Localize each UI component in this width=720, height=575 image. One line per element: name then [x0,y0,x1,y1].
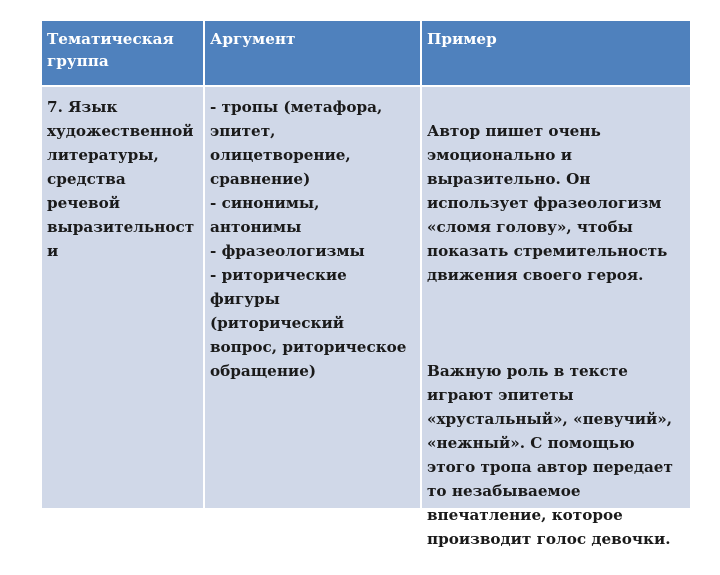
cell-example [422,87,690,548]
paragraph-gap [427,311,685,335]
content-table [42,21,690,548]
header-group: Тематическая группа [42,21,205,85]
table-header-row [42,21,690,85]
example-paragraph-1: Автор пишет очень эмоционально и выразительно. Он использует фразеологизм «сломя голову», чтобы показать стремительность движения своего героя. [427,122,668,284]
cell-group: 7. Язык художественной литературы, средства речевой выразительност и [42,87,205,508]
cell-argument: - тропы (метафора, эпитет, олицетворение, сравнение) - синонимы, антонимы - фразеологизмы - риторические фигуры (риторический вопрос, риторическое обращение) [205,87,422,508]
header-example: Пример [427,30,497,48]
table-row [42,87,690,548]
example-paragraph-2: Важную роль в тексте играют эпитеты «хрустальный», «певучий», «нежный». С помощью этого тропа автор передает то незабываемое впечатление, которое производит голос девочки. [427,362,673,548]
header-argument: Аргумент [205,21,422,85]
